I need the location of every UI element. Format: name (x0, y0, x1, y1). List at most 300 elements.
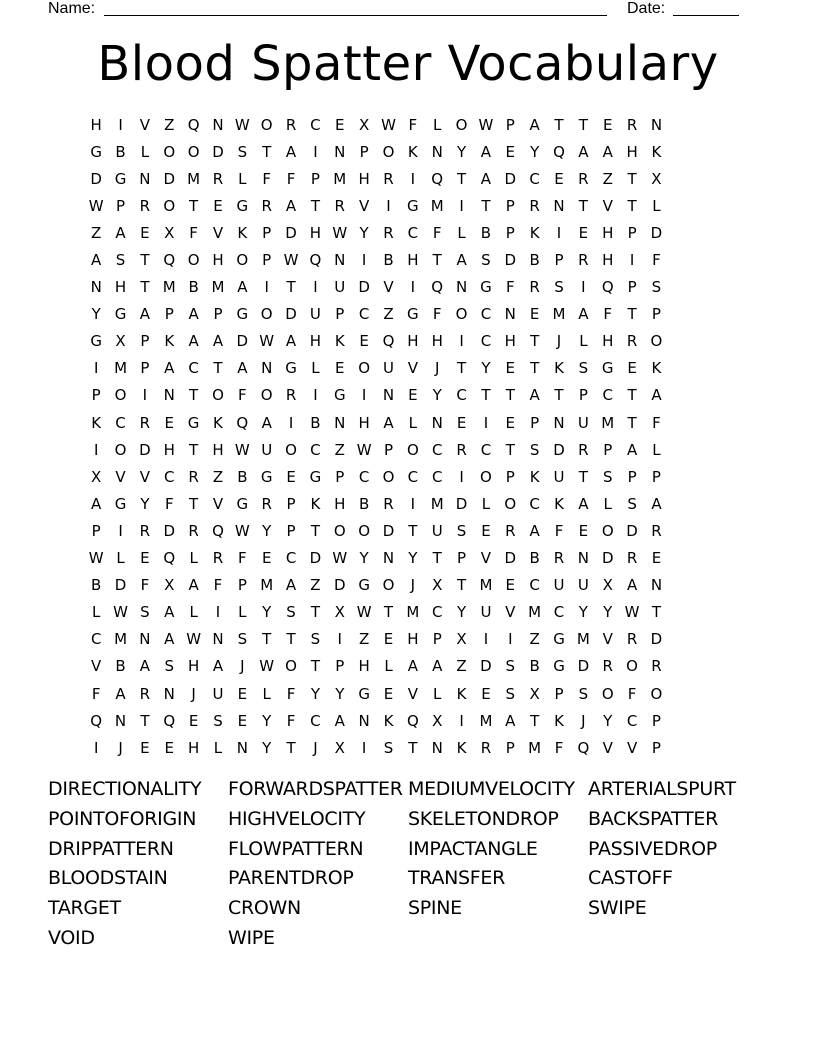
grid-letter[interactable]: D (650, 630, 663, 649)
grid-letter[interactable]: C (431, 440, 443, 459)
grid-letter[interactable]: E (164, 738, 174, 757)
grid-letter[interactable]: O (455, 305, 468, 324)
grid-letter[interactable]: L (603, 494, 612, 513)
grid-letter[interactable]: K (651, 359, 662, 378)
grid-letter[interactable]: D (139, 440, 151, 459)
grid-letter[interactable]: B (115, 657, 126, 676)
grid-letter[interactable]: I (361, 386, 367, 405)
grid-letter[interactable]: U (212, 684, 224, 703)
grid-letter[interactable]: R (188, 467, 199, 486)
grid-letter[interactable]: R (139, 684, 151, 703)
grid-letter[interactable]: U (553, 576, 565, 595)
grid-letter[interactable]: O (382, 467, 395, 486)
grid-letter[interactable]: T (408, 738, 418, 757)
grid-letter[interactable]: J (410, 576, 416, 595)
grid-letter[interactable]: W (332, 549, 348, 568)
grid-letter[interactable]: P (651, 305, 661, 324)
grid-letter[interactable]: R (578, 251, 589, 270)
grid-letter[interactable]: L (433, 115, 442, 134)
grid-letter[interactable]: I (410, 494, 416, 513)
grid-letter[interactable]: R (602, 657, 613, 676)
grid-letter[interactable]: R (505, 521, 516, 540)
grid-letter[interactable]: E (408, 386, 418, 405)
grid-letter[interactable]: G (260, 467, 273, 486)
grid-letter[interactable]: P (505, 467, 515, 486)
grid-letter[interactable]: O (333, 521, 346, 540)
date-field-line[interactable] (673, 15, 739, 16)
grid-letter[interactable]: P (505, 196, 515, 215)
grid-letter[interactable]: T (481, 196, 491, 215)
grid-letter[interactable]: H (602, 332, 614, 351)
grid-letter[interactable]: M (528, 738, 542, 757)
grid-letter[interactable]: J (240, 657, 245, 676)
grid-letter[interactable]: P (116, 196, 126, 215)
grid-letter[interactable]: W (381, 115, 396, 134)
grid-letter[interactable]: I (361, 251, 367, 270)
grid-letter[interactable]: O (212, 386, 224, 405)
grid-letter[interactable]: A (578, 142, 589, 161)
grid-letter[interactable]: Z (358, 630, 370, 649)
grid-letter[interactable]: A (529, 521, 540, 540)
grid-letter[interactable]: Y (359, 549, 369, 568)
grid-letter[interactable]: N (163, 684, 175, 703)
grid-letter[interactable]: A (383, 413, 394, 432)
grid-letter[interactable]: Z (602, 169, 613, 188)
grid-letter[interactable]: H (504, 332, 516, 351)
grid-letter[interactable]: U (480, 603, 492, 622)
grid-letter[interactable]: F (505, 278, 515, 297)
grid-letter[interactable]: A (164, 359, 175, 378)
grid-letter[interactable]: L (311, 359, 320, 378)
grid-letter[interactable]: E (627, 359, 637, 378)
grid-letter[interactable]: P (651, 711, 661, 730)
grid-letter[interactable]: O (382, 576, 395, 595)
grid-letter[interactable]: O (650, 684, 663, 703)
grid-letter[interactable]: C (188, 359, 199, 378)
grid-letter[interactable]: F (603, 305, 613, 324)
grid-letter[interactable]: U (577, 413, 589, 432)
grid-letter[interactable]: R (261, 494, 272, 513)
grid-letter[interactable]: K (310, 494, 321, 513)
grid-letter[interactable]: R (139, 196, 151, 215)
grid-letter[interactable]: S (310, 630, 321, 649)
grid-letter[interactable]: L (116, 549, 125, 568)
grid-letter[interactable]: P (91, 386, 101, 405)
grid-letter[interactable]: G (236, 196, 249, 215)
grid-letter[interactable]: H (407, 332, 419, 351)
grid-letter[interactable]: I (629, 251, 635, 270)
grid-letter[interactable]: S (237, 630, 248, 649)
grid-letter[interactable]: T (383, 603, 394, 622)
grid-letter[interactable]: M (162, 278, 176, 297)
grid-letter[interactable]: C (310, 711, 321, 730)
grid-letter[interactable]: R (285, 115, 297, 134)
grid-letter[interactable]: E (481, 521, 491, 540)
grid-letter[interactable]: G (236, 305, 249, 324)
grid-letter[interactable]: T (456, 359, 467, 378)
grid-letter[interactable]: I (483, 413, 489, 432)
grid-letter[interactable]: F (286, 711, 296, 730)
grid-letter[interactable]: Y (603, 711, 613, 730)
grid-letter[interactable]: E (481, 684, 491, 703)
grid-letter[interactable]: U (334, 278, 346, 297)
grid-letter[interactable]: P (554, 251, 564, 270)
grid-letter[interactable]: S (456, 521, 467, 540)
grid-letter[interactable]: F (91, 684, 101, 703)
grid-letter[interactable]: H (334, 494, 346, 513)
grid-letter[interactable]: Q (431, 278, 444, 297)
grid-letter[interactable]: N (382, 386, 395, 405)
grid-letter[interactable]: F (554, 521, 564, 540)
grid-letter[interactable]: N (212, 630, 224, 649)
grid-letter[interactable]: I (93, 359, 99, 378)
grid-letter[interactable]: V (91, 657, 102, 676)
grid-letter[interactable]: T (578, 467, 588, 486)
grid-letter[interactable]: A (91, 251, 102, 270)
grid-letter[interactable]: L (238, 603, 247, 622)
grid-letter[interactable]: N (139, 630, 151, 649)
grid-letter[interactable]: G (407, 196, 419, 215)
grid-letter[interactable]: G (480, 278, 492, 297)
grid-letter[interactable]: C (115, 413, 126, 432)
grid-letter[interactable]: X (164, 576, 175, 595)
grid-letter[interactable]: F (408, 115, 418, 134)
grid-letter[interactable]: T (432, 549, 442, 568)
grid-letter[interactable]: Q (187, 115, 200, 134)
grid-letter[interactable]: C (285, 549, 297, 568)
grid-letter[interactable]: M (601, 413, 615, 432)
grid-letter[interactable]: Q (601, 278, 614, 297)
grid-letter[interactable]: N (261, 359, 273, 378)
grid-letter[interactable]: N (650, 115, 663, 134)
grid-letter[interactable]: Z (334, 440, 345, 459)
grid-letter[interactable]: T (530, 332, 540, 351)
grid-letter[interactable]: S (602, 467, 613, 486)
grid-letter[interactable]: H (309, 332, 322, 351)
grid-letter[interactable]: G (553, 657, 565, 676)
grid-letter[interactable]: G (407, 305, 419, 324)
grid-letter[interactable]: T (627, 196, 637, 215)
grid-letter[interactable]: Y (262, 521, 272, 540)
grid-letter[interactable]: T (578, 115, 588, 134)
grid-letter[interactable]: N (334, 413, 346, 432)
grid-letter[interactable]: Q (90, 711, 103, 730)
grid-letter[interactable]: N (236, 738, 248, 757)
name-field-line[interactable] (104, 15, 607, 16)
grid-letter[interactable]: R (261, 196, 272, 215)
grid-letter[interactable]: H (90, 115, 102, 134)
grid-letter[interactable]: W (113, 603, 128, 622)
grid-letter[interactable]: N (334, 251, 346, 270)
grid-letter[interactable]: I (459, 711, 464, 730)
grid-letter[interactable]: G (114, 169, 127, 188)
grid-letter[interactable]: T (432, 251, 442, 270)
grid-letter[interactable]: T (140, 278, 150, 297)
grid-letter[interactable]: Y (530, 142, 540, 161)
grid-letter[interactable]: R (553, 549, 565, 568)
grid-letter[interactable]: O (236, 251, 249, 270)
grid-letter[interactable]: O (358, 359, 371, 378)
grid-letter[interactable]: A (578, 305, 589, 324)
grid-letter[interactable]: E (140, 738, 150, 757)
grid-letter[interactable]: Z (212, 467, 224, 486)
grid-letter[interactable]: J (581, 711, 586, 730)
grid-letter[interactable]: A (115, 684, 126, 703)
grid-letter[interactable]: P (432, 630, 442, 649)
grid-letter[interactable]: Q (212, 521, 224, 540)
grid-letter[interactable]: R (285, 386, 297, 405)
grid-letter[interactable]: E (505, 576, 516, 595)
grid-letter[interactable]: F (238, 386, 247, 405)
grid-letter[interactable]: F (164, 494, 174, 513)
grid-letter[interactable]: W (332, 223, 348, 242)
grid-letter[interactable]: L (189, 603, 198, 622)
grid-letter[interactable]: E (578, 223, 589, 242)
grid-letter[interactable]: A (456, 251, 467, 270)
grid-letter[interactable]: T (554, 386, 564, 405)
grid-letter[interactable]: D (504, 549, 517, 568)
grid-letter[interactable]: O (260, 386, 273, 405)
grid-letter[interactable]: Y (262, 738, 272, 757)
grid-letter[interactable]: N (431, 413, 443, 432)
grid-letter[interactable]: Y (310, 684, 320, 703)
grid-letter[interactable]: D (90, 169, 102, 188)
grid-letter[interactable]: B (188, 278, 199, 297)
grid-letter[interactable]: D (333, 576, 346, 595)
grid-letter[interactable]: F (189, 223, 198, 242)
grid-letter[interactable]: R (383, 223, 394, 242)
grid-letter[interactable]: C (529, 494, 540, 513)
grid-letter[interactable]: I (337, 630, 342, 649)
grid-letter[interactable]: Z (529, 630, 540, 649)
grid-letter[interactable]: P (651, 467, 661, 486)
grid-letter[interactable]: Q (309, 251, 322, 270)
grid-letter[interactable]: F (238, 549, 247, 568)
grid-letter[interactable]: I (508, 630, 513, 649)
grid-letter[interactable]: N (114, 711, 127, 730)
grid-letter[interactable]: I (118, 115, 123, 134)
grid-letter[interactable]: A (626, 576, 638, 595)
grid-letter[interactable]: P (140, 359, 150, 378)
grid-letter[interactable]: J (556, 332, 562, 351)
grid-letter[interactable]: N (504, 305, 516, 324)
grid-letter[interactable]: A (285, 142, 297, 161)
grid-letter[interactable]: G (333, 386, 346, 405)
grid-letter[interactable]: H (358, 413, 370, 432)
grid-letter[interactable]: E (505, 413, 516, 432)
grid-letter[interactable]: M (406, 603, 420, 622)
grid-letter[interactable]: T (286, 278, 296, 297)
grid-letter[interactable]: G (285, 359, 297, 378)
grid-letter[interactable]: H (626, 142, 638, 161)
grid-letter[interactable]: D (480, 657, 492, 676)
grid-letter[interactable]: T (456, 169, 467, 188)
grid-letter[interactable]: E (383, 630, 394, 649)
grid-letter[interactable]: C (480, 440, 492, 459)
grid-letter[interactable]: O (406, 440, 419, 459)
grid-letter[interactable]: R (626, 549, 638, 568)
grid-letter[interactable]: G (553, 630, 565, 649)
grid-letter[interactable]: M (114, 630, 128, 649)
grid-letter[interactable]: E (164, 413, 174, 432)
grid-letter[interactable]: E (529, 305, 540, 324)
grid-letter[interactable]: P (140, 332, 150, 351)
grid-letter[interactable]: C (90, 630, 102, 649)
grid-letter[interactable]: E (237, 711, 248, 730)
grid-letter[interactable]: C (358, 467, 370, 486)
grid-letter[interactable]: R (626, 630, 638, 649)
grid-letter[interactable]: C (553, 603, 565, 622)
grid-letter[interactable]: K (554, 494, 564, 513)
grid-letter[interactable]: H (212, 251, 224, 270)
grid-letter[interactable]: T (310, 521, 320, 540)
grid-letter[interactable]: I (313, 142, 318, 161)
grid-letter[interactable]: T (189, 494, 199, 513)
grid-letter[interactable]: U (261, 440, 273, 459)
grid-letter[interactable]: K (91, 413, 102, 432)
grid-letter[interactable]: P (91, 521, 101, 540)
grid-letter[interactable]: I (93, 440, 99, 459)
grid-letter[interactable]: O (480, 467, 492, 486)
grid-letter[interactable]: E (602, 115, 613, 134)
grid-letter[interactable]: E (456, 413, 467, 432)
grid-letter[interactable]: G (187, 413, 200, 432)
grid-letter[interactable]: I (361, 738, 367, 757)
grid-letter[interactable]: P (262, 223, 272, 242)
grid-letter[interactable]: I (93, 738, 99, 757)
grid-letter[interactable]: E (359, 332, 369, 351)
grid-letter[interactable]: D (650, 223, 663, 242)
grid-letter[interactable]: U (431, 521, 443, 540)
grid-letter[interactable]: I (483, 630, 489, 649)
grid-letter[interactable]: T (627, 413, 637, 432)
grid-letter[interactable]: H (212, 440, 224, 459)
grid-letter[interactable]: K (407, 142, 418, 161)
grid-letter[interactable]: H (358, 657, 370, 676)
grid-letter[interactable]: G (236, 494, 249, 513)
grid-letter[interactable]: P (505, 115, 515, 134)
grid-letter[interactable]: E (383, 684, 394, 703)
grid-letter[interactable]: N (163, 386, 175, 405)
grid-letter[interactable]: R (188, 521, 199, 540)
grid-letter[interactable]: Z (310, 576, 321, 595)
grid-letter[interactable]: V (602, 630, 613, 649)
grid-letter[interactable]: W (88, 549, 104, 568)
grid-letter[interactable]: X (456, 630, 467, 649)
grid-letter[interactable]: K (383, 711, 394, 730)
grid-letter[interactable]: L (579, 332, 588, 351)
grid-letter[interactable]: O (358, 521, 371, 540)
grid-letter[interactable]: D (358, 278, 370, 297)
grid-letter[interactable]: N (431, 142, 443, 161)
grid-letter[interactable]: A (188, 332, 199, 351)
grid-letter[interactable]: V (139, 467, 151, 486)
grid-letter[interactable]: C (626, 711, 638, 730)
grid-letter[interactable]: R (651, 657, 662, 676)
grid-letter[interactable]: T (627, 386, 637, 405)
grid-letter[interactable]: L (457, 223, 466, 242)
grid-letter[interactable]: L (262, 684, 271, 703)
grid-letter[interactable]: P (457, 549, 467, 568)
grid-letter[interactable]: V (212, 223, 224, 242)
grid-letter[interactable]: T (651, 603, 662, 622)
grid-letter[interactable]: X (651, 169, 662, 188)
grid-letter[interactable]: R (480, 738, 492, 757)
grid-letter[interactable]: M (187, 169, 201, 188)
grid-letter[interactable]: D (309, 549, 322, 568)
grid-letter[interactable]: V (359, 196, 370, 215)
grid-letter[interactable]: K (334, 332, 345, 351)
grid-letter[interactable]: V (602, 738, 613, 757)
grid-letter[interactable]: W (234, 115, 250, 134)
grid-letter[interactable]: T (262, 142, 272, 161)
grid-letter[interactable]: B (237, 467, 248, 486)
grid-letter[interactable]: O (114, 440, 127, 459)
grid-letter[interactable]: D (114, 576, 127, 595)
grid-letter[interactable]: O (504, 494, 517, 513)
grid-letter[interactable]: F (627, 684, 637, 703)
grid-letter[interactable]: Z (383, 305, 394, 324)
grid-letter[interactable]: H (187, 738, 200, 757)
grid-letter[interactable]: P (554, 684, 564, 703)
grid-letter[interactable]: R (651, 521, 662, 540)
grid-letter[interactable]: A (651, 494, 662, 513)
grid-letter[interactable]: A (505, 711, 516, 730)
grid-letter[interactable]: D (236, 332, 249, 351)
grid-letter[interactable]: H (407, 630, 419, 649)
grid-letter[interactable]: N (212, 115, 224, 134)
grid-letter[interactable]: P (213, 305, 223, 324)
grid-letter[interactable]: R (626, 115, 638, 134)
grid-letter[interactable]: X (432, 576, 443, 595)
grid-letter[interactable]: H (431, 332, 443, 351)
grid-letter[interactable]: V (383, 278, 394, 297)
grid-letter[interactable]: Y (481, 359, 491, 378)
grid-letter[interactable]: T (189, 386, 199, 405)
grid-letter[interactable]: C (431, 467, 443, 486)
grid-letter[interactable]: P (530, 413, 540, 432)
grid-letter[interactable]: I (459, 196, 464, 215)
grid-letter[interactable]: Q (236, 413, 249, 432)
grid-letter[interactable]: A (212, 657, 224, 676)
grid-letter[interactable]: L (384, 657, 393, 676)
grid-letter[interactable]: P (237, 576, 247, 595)
grid-letter[interactable]: C (480, 332, 492, 351)
grid-letter[interactable]: N (382, 549, 395, 568)
grid-letter[interactable]: V (602, 196, 613, 215)
grid-letter[interactable]: S (505, 657, 516, 676)
grid-letter[interactable]: X (91, 467, 102, 486)
grid-letter[interactable]: R (139, 413, 151, 432)
grid-letter[interactable]: A (261, 413, 272, 432)
grid-letter[interactable]: Z (164, 115, 175, 134)
grid-letter[interactable]: W (259, 657, 275, 676)
grid-letter[interactable]: T (578, 196, 588, 215)
grid-letter[interactable]: M (260, 576, 274, 595)
grid-letter[interactable]: L (238, 169, 247, 188)
grid-letter[interactable]: L (92, 603, 101, 622)
grid-letter[interactable]: T (286, 738, 296, 757)
grid-letter[interactable]: Y (262, 603, 272, 622)
grid-letter[interactable]: J (191, 684, 196, 703)
grid-letter[interactable]: A (212, 332, 224, 351)
grid-letter[interactable]: W (259, 332, 275, 351)
grid-letter[interactable]: K (529, 467, 540, 486)
grid-letter[interactable]: D (382, 521, 395, 540)
grid-letter[interactable]: N (553, 196, 565, 215)
grid-letter[interactable]: S (529, 440, 540, 459)
grid-letter[interactable]: Y (359, 223, 369, 242)
